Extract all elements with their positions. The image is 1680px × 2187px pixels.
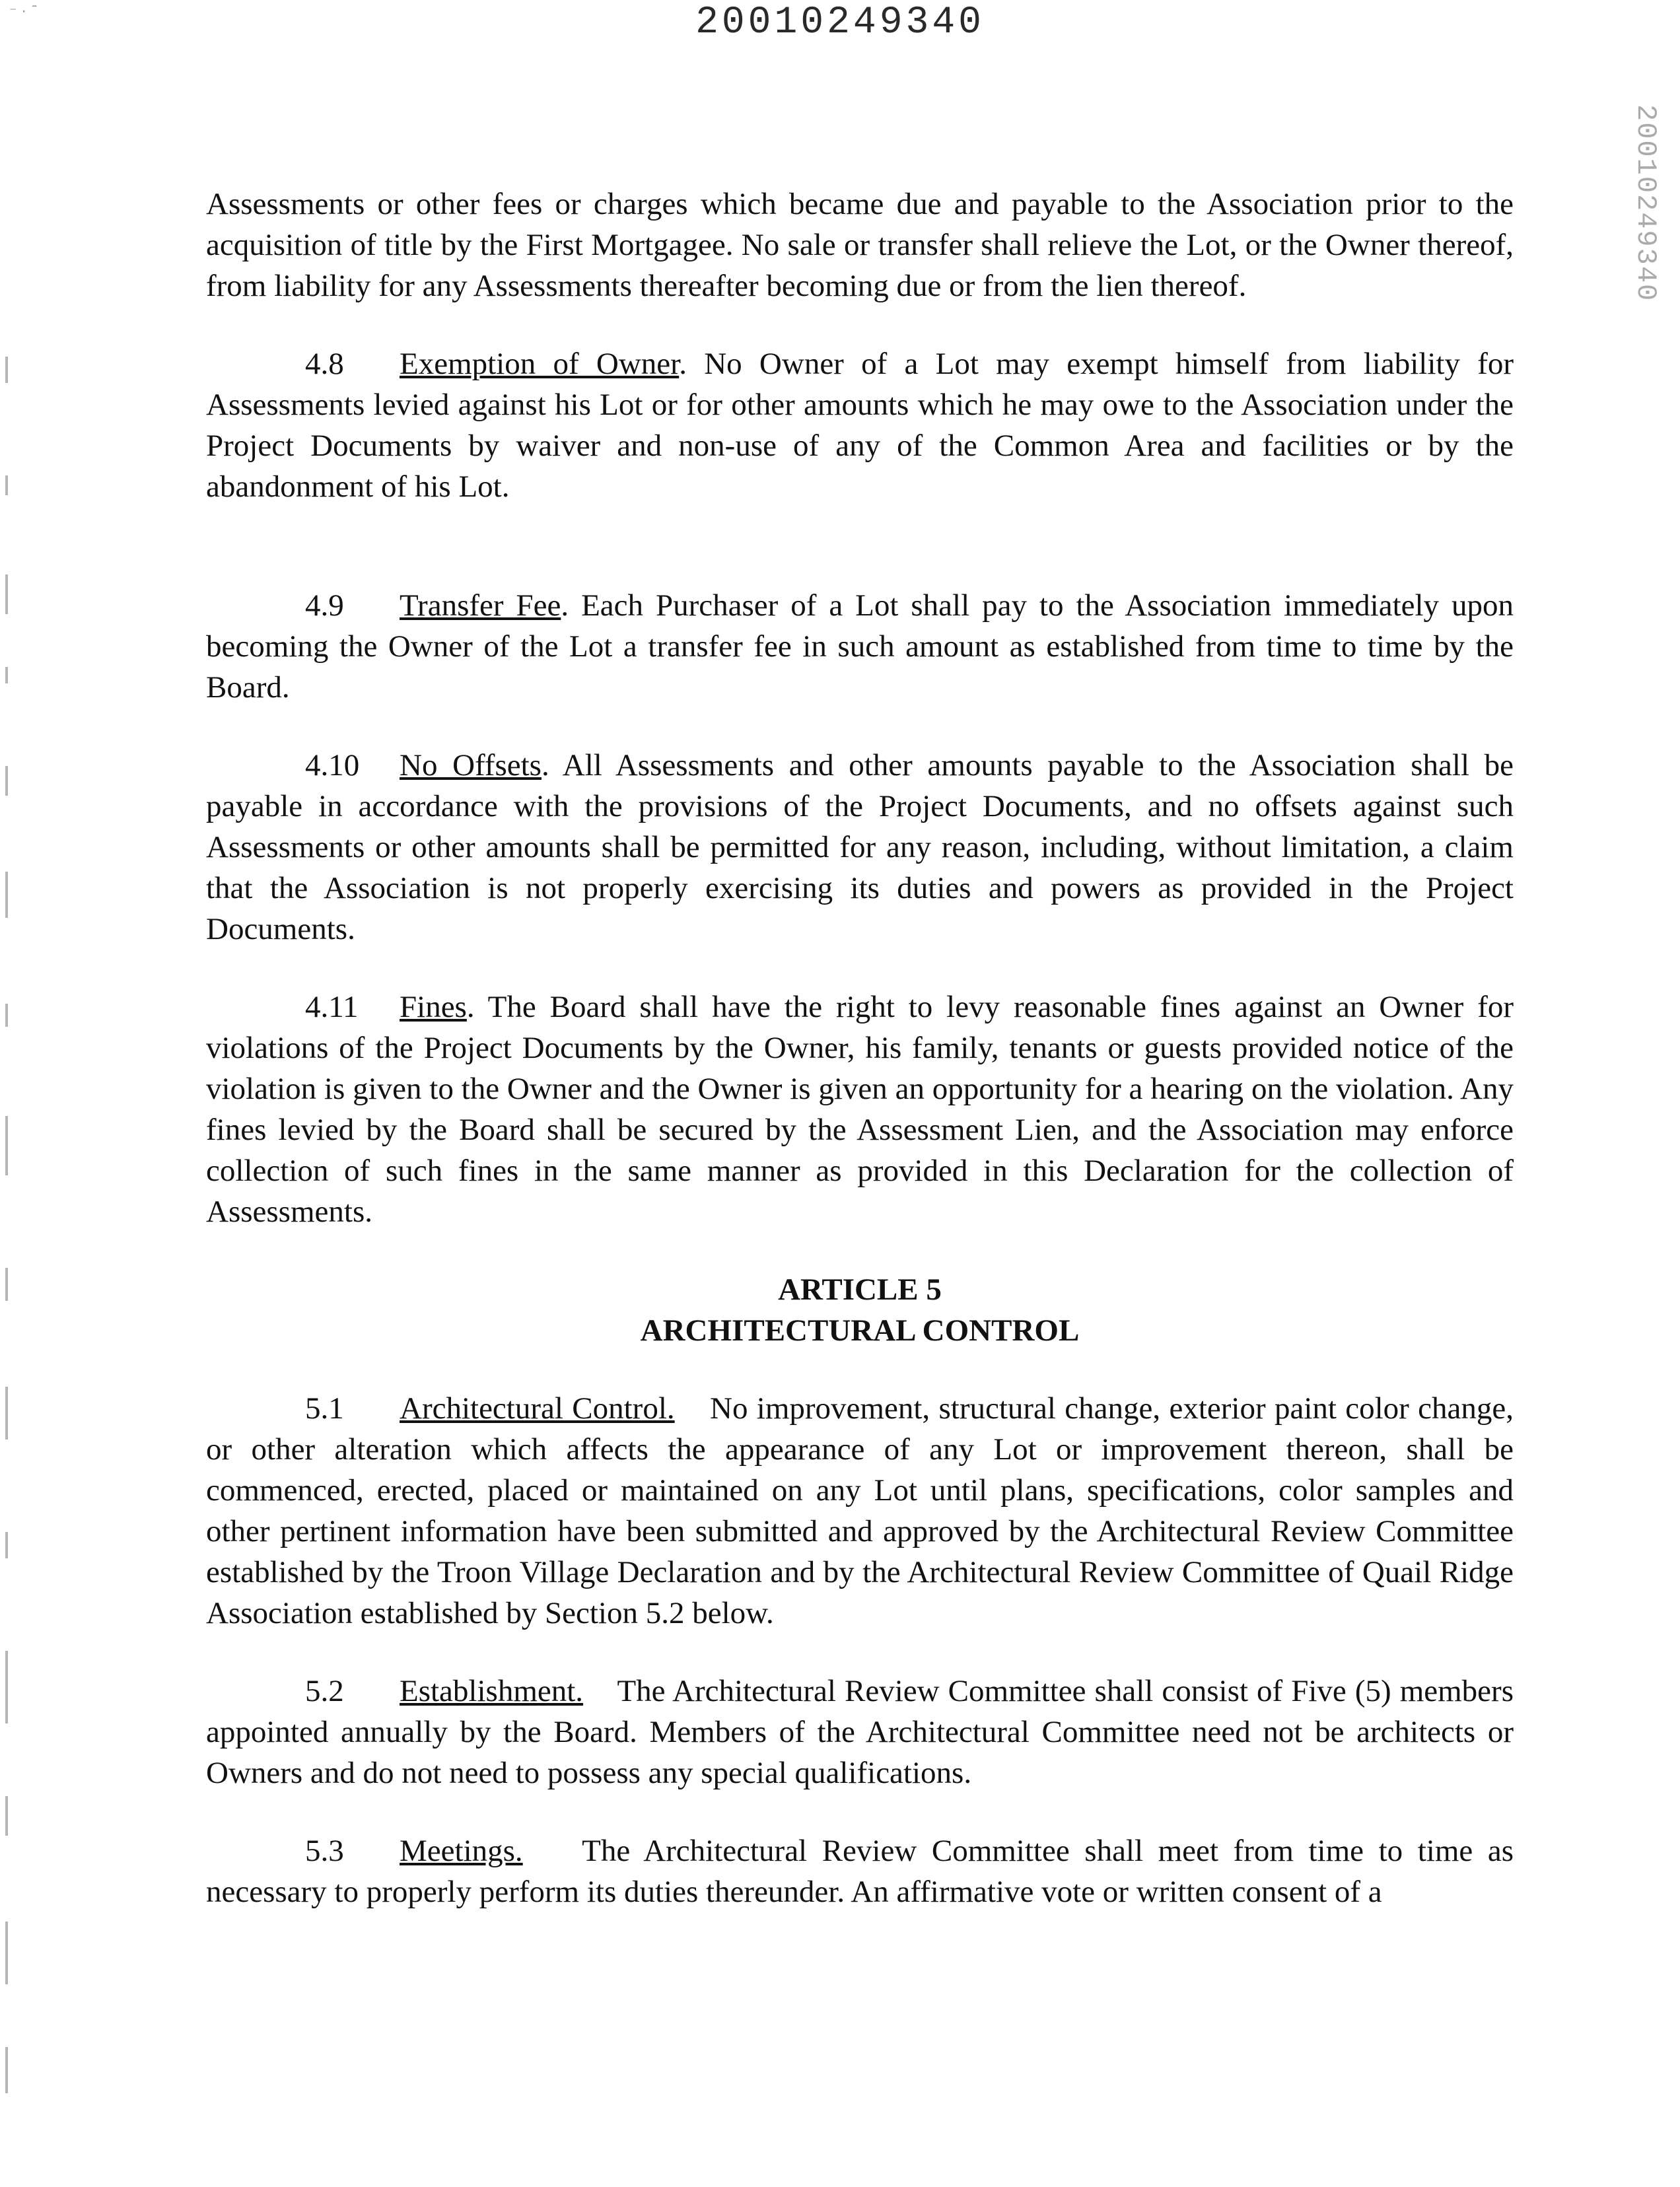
section-separator: . [541,748,563,782]
section-text: Each Purchaser of a Lot shall pay to the Association immediately upon becoming the Owner of the Lot a transfer fee in such amount as established from time to time by the Board. [206,588,1514,705]
side-stamp: 20010249340 [1630,104,1662,302]
section-title: Transfer Fee [400,588,561,623]
article-title: ARCHITECTURAL CONTROL [640,1313,1080,1348]
section-5-1 [206,1388,1514,1634]
section-4-11 [206,987,1514,1232]
section-number: 5.2 [305,1674,344,1708]
scan-corner-mark: ⁻ · ˉ [9,4,38,20]
section-separator: . [679,347,705,381]
section-text: No improvement, structural change, exterior paint color change, or other alteration which affects the appearance of any Lot or improvement thereon, shall be commenced, erected, placed or maintained on any Lot until plans, specifications, color samples and other pertinent information have been submitted and approved by the Architectural Review Committee established by the Troon Village Declaration and by the Architectural Review Committee of Quail Ridge Association established by Section 5.2 below. [206,1391,1514,1630]
section-title: Architectural Control. [400,1391,675,1426]
section-separator [583,1674,617,1708]
section-title: Fines [400,990,467,1024]
section-text: The Architectural Review Committee shall consist of Five (5) members appointed annually by the Board. Members of the Architectural Committee need not be architects or Owners and do not need to possess any special qualifications. [206,1674,1514,1790]
document-body [206,184,1514,1912]
section-5-3 [206,1830,1514,1912]
section-4-8 [206,343,1514,507]
section-5-2 [206,1671,1514,1793]
section-title: No Offsets [400,748,542,782]
article-heading-block [206,1269,1514,1351]
section-number: 5.3 [305,1834,344,1868]
section-number: 4.10 [305,748,360,782]
section-title: Exemption of Owner [400,347,680,381]
article-number: ARTICLE 5 [778,1272,942,1307]
section-text: No Owner of a Lot may exempt himself from liability for Assessments levied against his Lot or for other amounts which he may owe to the Association under the Project Documents by waiver and non-use of any of the Common Area and facilities or by the abandonment of his Lot. [206,347,1514,504]
section-separator [523,1834,582,1868]
section-text: All Assessments and other amounts payable to the Association shall be payable in accordance with the provisions of the Project Documents, and no offsets against such Assessments or other amounts shall be permitted for any reason, including, without limitation, a claim that the Association is not properly exercising its duties and powers as provided in the Project Documents. [206,748,1514,946]
section-text: The Architectural Review Committee shall meet from time to time as necessary to properly perform its duties thereunder. An affirmative vote or written consent of a [206,1834,1514,1909]
section-number: 5.1 [305,1391,344,1426]
section-title: Establishment. [400,1674,584,1708]
section-number: 4.9 [305,588,344,623]
section-separator [675,1391,710,1426]
section-4-9 [206,585,1514,708]
section-separator: . [561,588,582,623]
section-separator: . [466,990,488,1024]
section-title: Meetings. [400,1834,523,1868]
scan-edge-marks [5,357,25,2172]
section-number: 4.8 [305,347,344,381]
continuation-paragraph: Assessments or other fees or charges which became due and payable to the Association prior to the acquisition of title by the First Mortgagee. No sale or transfer shall relieve the Lot, or the Owner thereof, from liability for any Assessments thereafter becoming due or from the lien thereof. [206,187,1514,303]
document-number: 20010249340 [695,1,985,44]
section-number: 4.11 [305,990,359,1024]
section-text: The Board shall have the right to levy reasonable fines against an Owner for violations of the Project Documents by the Owner, his family, tenants or guests provided notice of the violation is given to the Owner and the Owner is given an opportunity for a hearing on the violation. Any fines levied by the Board shall be secured by the Assessment Lien, and the Association may enforce collection of such fines in the same manner as provided in this Declaration for the collection of Assessments. [206,990,1514,1229]
section-4-10 [206,745,1514,950]
